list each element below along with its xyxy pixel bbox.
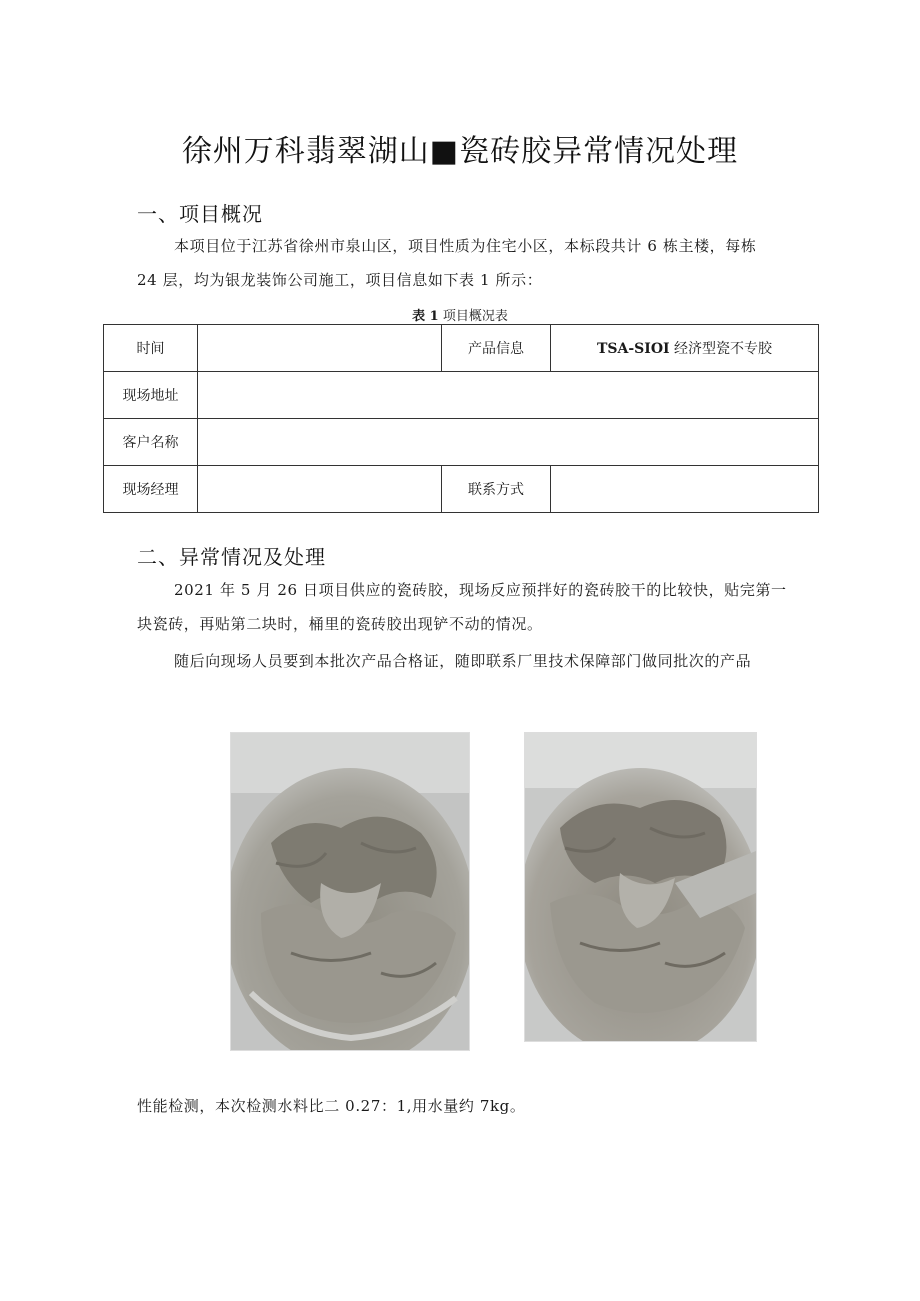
product-code: TSA-SIOI [596, 341, 670, 357]
manager-value-cell [198, 466, 442, 513]
time-label-cell: 时间 [104, 325, 198, 372]
product-label-cell: 产品信息 [442, 325, 551, 372]
address-label-cell: 现场地址 [104, 372, 198, 419]
anomaly-paragraph-line-2: 块瓷砖，再贴第二块时，桶里的瓷砖胶出现铲不动的情况。 [137, 615, 543, 633]
overview-paragraph-line-1: 本项目位于江苏省徐州市泉山区，项目性质为住宅小区，本标段共计 6 栋主楼，每栋 [174, 237, 757, 255]
overview-paragraph-line-2: 24 层，均为银龙装饰公司施工，项目信息如下表 1 所示： [137, 271, 543, 289]
table-row [104, 419, 819, 466]
table-row [104, 325, 819, 372]
table-row [104, 466, 819, 513]
adhesive-bucket-photo-1 [230, 732, 470, 1051]
contact-value-cell [551, 466, 819, 513]
table-caption-label: 表 1 [412, 309, 439, 324]
customer-label-cell: 客户名称 [104, 419, 198, 466]
adhesive-bucket-photo-2 [524, 732, 757, 1042]
page-title: 徐州万科翡翠湖山■瓷砖胶异常情况处理 [181, 134, 739, 169]
section-heading-overview: 一、项目概况 [137, 202, 263, 226]
table-row [104, 372, 819, 419]
time-value-cell [198, 325, 442, 372]
product-name: 经济型瓷不专胶 [669, 341, 773, 357]
test-result-paragraph: 性能检测，本次检测水料比二 0.27：1,用水量约 7kg。 [137, 1097, 526, 1115]
table-caption-text: 项目概况表 [438, 309, 508, 324]
manager-label-cell: 现场经理 [104, 466, 198, 513]
table-caption [0, 305, 920, 324]
product-value-cell [551, 325, 819, 372]
anomaly-paragraph-line-1: 2021 年 5 月 26 日项目供应的瓷砖胶，现场反应预拌好的瓷砖胶干的比较快，贴完第一 [174, 581, 787, 599]
section-heading-anomaly: 二、异常情况及处理 [137, 545, 326, 569]
followup-paragraph-line-1: 随后向现场人员要到本批次产品合格证，随即联系厂里技术保障部门做同批次的产品 [174, 652, 752, 670]
address-value-cell [198, 372, 819, 419]
customer-value-cell [198, 419, 819, 466]
project-overview-table [103, 324, 819, 513]
contact-label-cell: 联系方式 [442, 466, 551, 513]
